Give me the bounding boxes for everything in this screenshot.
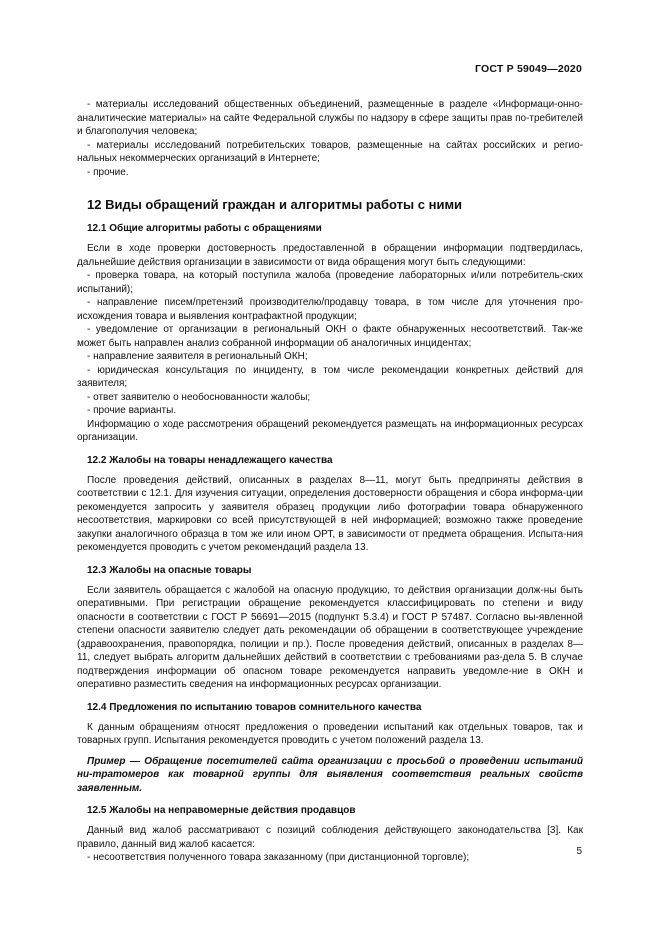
intro-item-2: - материалы исследований потребительских товаров, размещенные на сайтах российских и регио-нальных некоммерческих организаций в Интернете; [77,139,583,164]
list-item: - ответ заявителю о необоснованности жалобы; [87,391,311,403]
list-item: - прочие варианты. [87,405,177,416]
subsection-12-1-lead: Если в ходе проверки достоверность предоставленной в обращении информации подтвердилась, дальнейшие действия организации в зависимости от вида обращения могут быть следующими: [77,243,583,268]
subsection-12-3-title: 12.3 Жалобы на опасные товары [87,564,252,576]
subsection-12-2-text: После проведения действий, описанных в разделах 8—11, могут быть предприняты действия в соответствии с 12.1. Для изучения ситуации, определения достоверности обращения и сбора информа-ции рекомендуется запросить у заявителя образец продукции либо фотографии товара обнаруженного несоответствия, маркировки со всей присутствующей в ней информацией; возможно также проведение закупки аналогичного образца в том же или ином ОРТ, в зависимости от предмета обращения. Испыта-ния рекомендуется проводить с учетом рекомендаций раздела 13. [77,474,583,553]
list-item: - юридическая консультация по инциденту, в том числе рекомендации конкретных действий для заявителя; [77,364,583,389]
subsection-12-1-closing: Информацию о ходе рассмотрения обращений рекомендуется размещать на информационных ресурсах организации. [77,418,583,443]
intro-item-3: - прочие. [87,166,129,178]
list-item: - уведомление от организации в региональный ОКН о факте обнаруженных несоответствий. Так-же может быть направлен анализ собранной информации об аналогичных инцидентах; [77,324,583,349]
section-12-title: 12 Виды обращений граждан и алгоритмы работы с ними [87,197,463,212]
subsection-12-3-text: Если заявитель обращается с жалобой на опасную продукцию, то действия организации долж-ны быть оперативными. При регистрации обращение рекомендуется классифицировать по степени и виду опасности в соответствии с ГОСТ Р 56691—2015 (подпункт 5.3.4) и ГОСТ Р 57487. Согласно вы-явленной степени опасности заявителю следует дать рекомендации об обращении в соответствующее учреждение (здравоохранения, правопорядка, полиции и пр.). После проведения действий, описанных в разделах 8—11, следует выбрать алгоритм дальнейших действий в соответствии с требованиями раз-дела 5. В случае подтверждения информации об опасном товаре рекомендуется направить уведомле-ние в ОКН и оперативно разместить сведения на информационных ресурсах организации. [77,584,583,690]
subsection-12-4-text: К данным обращениям относят предложения о проведении испытаний как отдельных товаров, так и товарных групп. Испытания рекомендуется проводить с учетом положений раздела 13. [77,721,583,746]
subsection-12-5-title: 12.5 Жалобы на неправомерные действия продавцов [87,805,356,816]
intro-item-1: - материалы исследований общественных объединений, размещенные в разделе «Информаци-онно-аналитические материалы» на сайте Федеральной службы по надзору в сфере защиты прав по-требителей и благополучия человека; [77,99,583,137]
list-item: - несоответствия полученного товара заказанному (при дистанционной торговле); [87,852,470,863]
document-header: ГОСТ Р 59049—2020 [474,63,582,75]
document-body [77,98,583,865]
list-item: - проверка товара, на который поступила жалоба (проведение лабораторных и/или потребитель-ских испытаний); [77,270,583,295]
page-number: 5 [576,846,582,857]
example-note: Пример — Обращение посетителей сайта организации с просьбой о проведении испытаний ни-тратомеров как товарной группы для выявления соответствия реальных свойств заявленным. [77,755,583,794]
subsection-12-4-title: 12.4 Предложения по испытанию товаров сомнительного качества [87,701,422,713]
subsection-12-5-text: Данный вид жалоб рассматривают с позиций соблюдения действующего законодательства [3]. Как правило, данный вид жалоб касается: [77,825,583,850]
list-item: - направление заявителя в региональный ОКН; [87,351,308,362]
list-item: - направление писем/претензий производителю/продавцу товара, в том числе для уточнения про-исхождения товара и выявления контрафактной продукции; [77,297,583,322]
subsection-12-1-title: 12.1 Общие алгоритмы работы с обращениями [87,223,322,234]
subsection-12-2-title: 12.2 Жалобы на товары ненадлежащего качества [87,454,333,466]
